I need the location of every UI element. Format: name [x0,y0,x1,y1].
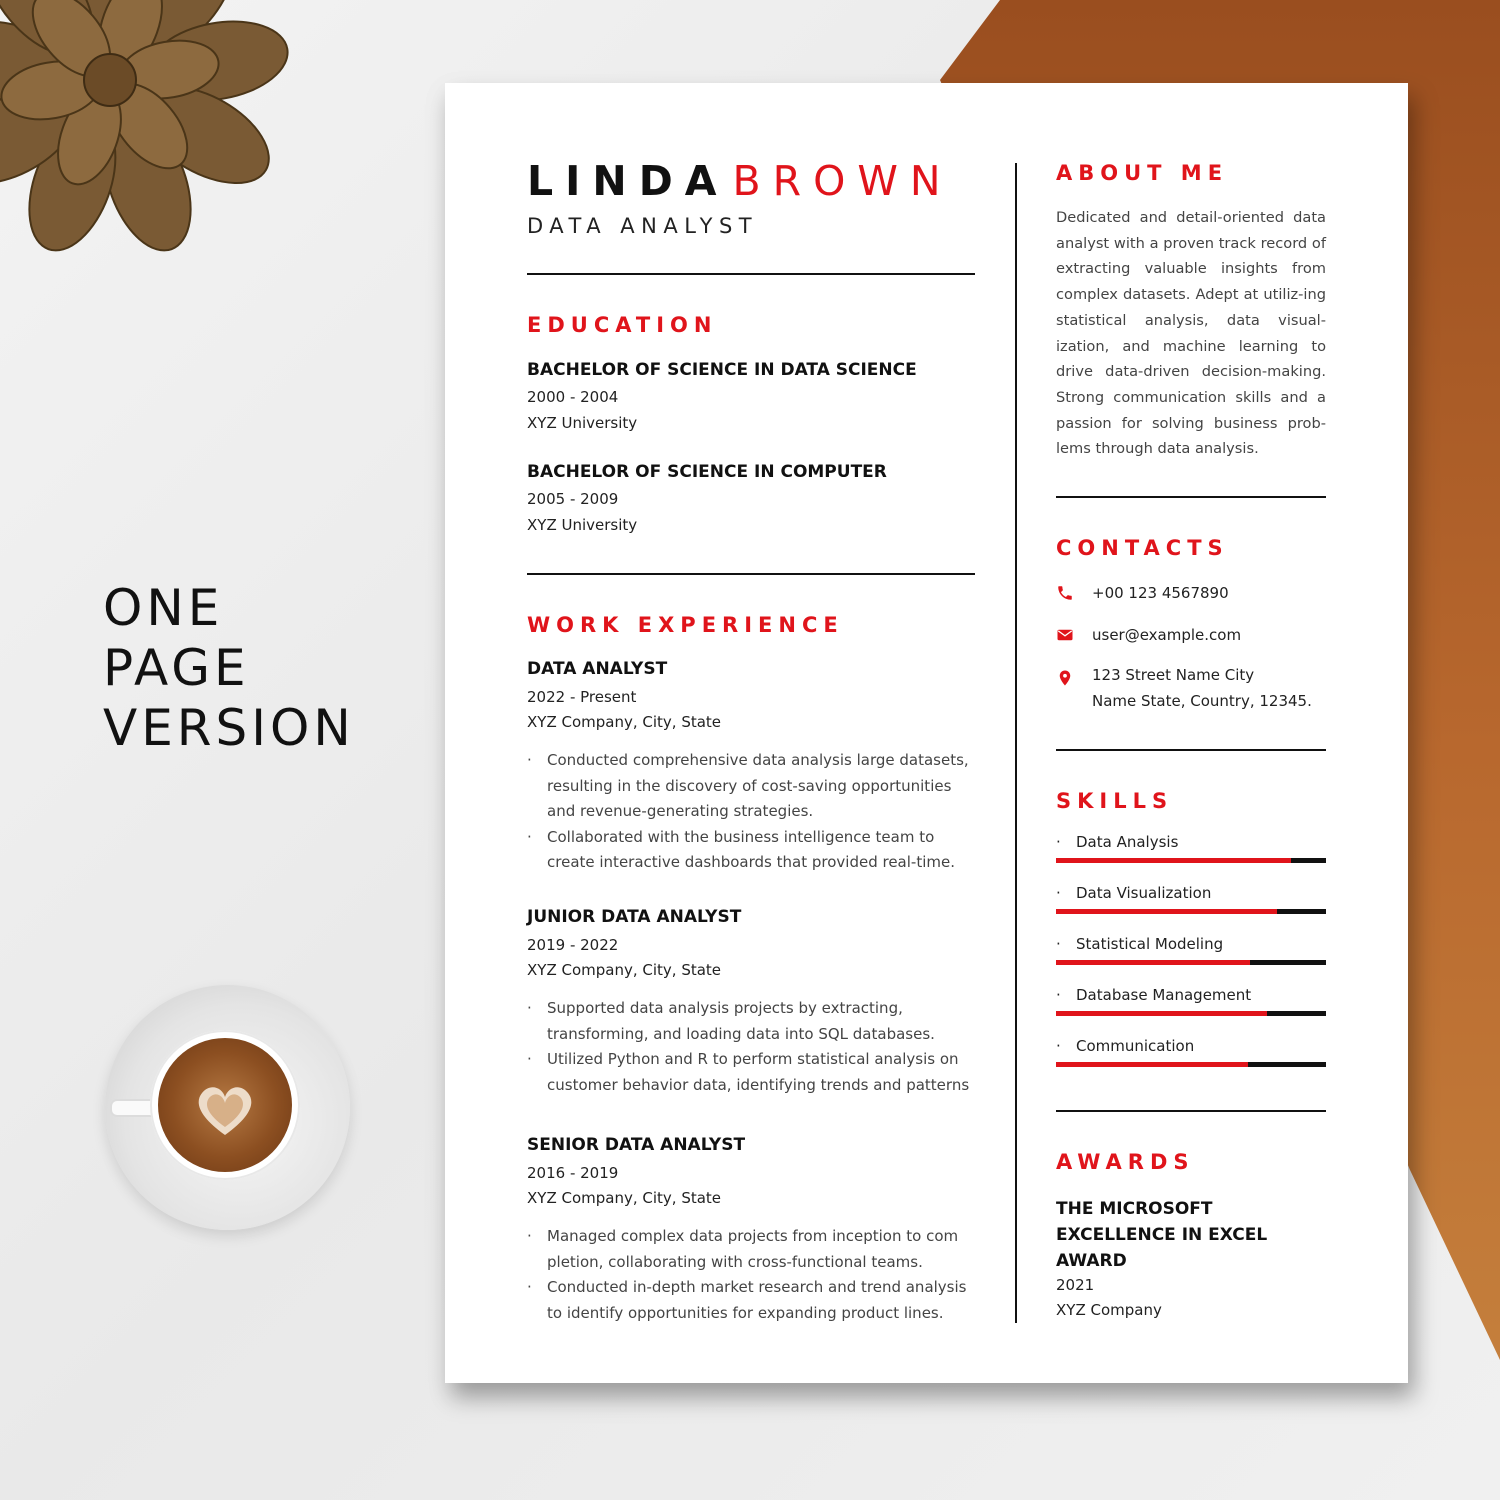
skill-label [1056,833,1178,851]
award-name: THE MICROSOFT EXCELLENCE IN EXCEL AWARD [1056,1199,1268,1271]
about-text: Dedicated and detail-oriented data analyst with a proven track record of extracting valuable insights from complex datasets. Adept at utiliz-ing statistical analysis, data visual-ization, and machine learning to drive data-driven decision-making. Strong communication skills and a passion for solving business prob-lems through data analysis. [1056,209,1326,458]
caption-line: ONE [103,579,224,637]
bullet-item: · Conducted in-depth market research and trend analysis to identify opportunities for expanding product lines. [527,1275,979,1326]
job-bullets [527,748,979,876]
education-school: XYZ University [527,516,638,534]
job-title: DATA ANALYST [527,214,759,238]
award-year: 2021 [1056,1276,1095,1294]
divider [1056,1110,1326,1112]
job-company: XYZ Company, City, State [527,961,722,979]
bullet-dot: · [1056,833,1061,851]
contacts-heading: CONTACTS [1056,536,1229,560]
email-address: user@example.com [1092,626,1242,644]
location-pin-icon [1056,669,1074,687]
phone-icon [1056,584,1074,602]
skill-label [1056,1037,1194,1055]
skill-item [1056,884,1326,920]
job-position: SENIOR DATA ANALYST [527,1135,746,1155]
phone-number: +00 123 4567890 [1092,584,1229,602]
address-line: 123 Street Name City [1092,666,1255,684]
skill-level-fill [1056,960,1250,965]
skill-level-bar [1056,1011,1326,1016]
divider [1056,749,1326,751]
skill-item [1056,833,1326,869]
bullet-dot: · [1056,986,1061,1004]
skill-level-bar [1056,1062,1326,1067]
education-degree: BACHELOR OF SCIENCE IN COMPUTER [527,462,887,482]
bullet-item: · Collaborated with the business intelligence team to create interactive dashboards that provided real-time. [527,825,979,876]
candidate-name [527,157,953,205]
succulent-plant-image [0,0,340,310]
skill-level-fill [1056,909,1277,914]
skill-item [1056,935,1326,971]
divider [527,273,975,275]
job-years: 2016 - 2019 [527,1164,619,1182]
skill-level-bar [1056,858,1326,863]
skill-label [1056,884,1211,902]
work-experience-heading: WORK EXPERIENCE [527,613,844,637]
bullet-dot: · [1056,884,1061,902]
resume-page [445,83,1408,1383]
skill-name: Data Analysis [1076,833,1179,851]
bullet-dot: · [1056,935,1061,953]
skill-label [1056,986,1251,1004]
job-company: XYZ Company, City, State [527,1189,722,1207]
skill-level-fill [1056,858,1291,863]
first-name: LINDA [527,157,729,205]
divider [527,573,975,575]
skill-name: Database Management [1076,986,1252,1004]
education-heading: EDUCATION [527,313,718,337]
bullet-item: · Utilized Python and R to perform statistical analysis on customer behavior data, identifying trends and patterns [527,1047,979,1098]
job-position: DATA ANALYST [527,659,668,679]
education-years: 2005 - 2009 [527,490,619,508]
column-divider [1015,163,1017,1323]
one-page-version-caption [103,578,403,758]
job-company: XYZ Company, City, State [527,713,722,731]
skill-item [1056,986,1326,1022]
latte-heart-icon [190,1075,260,1145]
job-bullets [527,1224,979,1326]
caption-line: PAGE [103,639,250,697]
job-years: 2022 - Present [527,688,637,706]
job-position: JUNIOR DATA ANALYST [527,907,742,927]
education-school: XYZ University [527,414,638,432]
job-bullets [527,996,979,1098]
skill-name: Communication [1076,1037,1195,1055]
education-degree: BACHELOR OF SCIENCE IN DATA SCIENCE [527,360,917,380]
skill-name: Statistical Modeling [1076,935,1224,953]
email-icon [1056,626,1074,644]
skill-level-fill [1056,1062,1248,1067]
bullet-item: · Managed complex data projects from inception to com pletion, collaborating with cross-functional teams. [527,1224,979,1275]
skill-level-fill [1056,1011,1267,1016]
skill-name: Data Visualization [1076,884,1212,902]
last-name: BROWN [732,157,953,205]
bullet-item: · Supported data analysis projects by extracting, transforming, and loading data into SQL databases. [527,996,979,1047]
divider [1056,496,1326,498]
about-heading: ABOUT ME [1056,161,1229,185]
job-years: 2019 - 2022 [527,936,619,954]
awards-heading: AWARDS [1056,1150,1195,1174]
skill-level-bar [1056,909,1326,914]
bullet-item: · Conducted comprehensive data analysis large datasets, resulting in the discovery of cost-saving opportunities and revenue-generating strategies. [527,748,979,825]
skill-label [1056,935,1223,953]
education-years: 2000 - 2004 [527,388,619,406]
caption-line: VERSION [103,699,355,757]
skills-heading: SKILLS [1056,789,1174,813]
award-organization: XYZ Company [1056,1301,1162,1319]
address-line: Name State, Country, 12345. [1092,692,1312,710]
bullet-dot: · [1056,1037,1061,1055]
skill-item [1056,1037,1326,1073]
skill-level-bar [1056,960,1326,965]
